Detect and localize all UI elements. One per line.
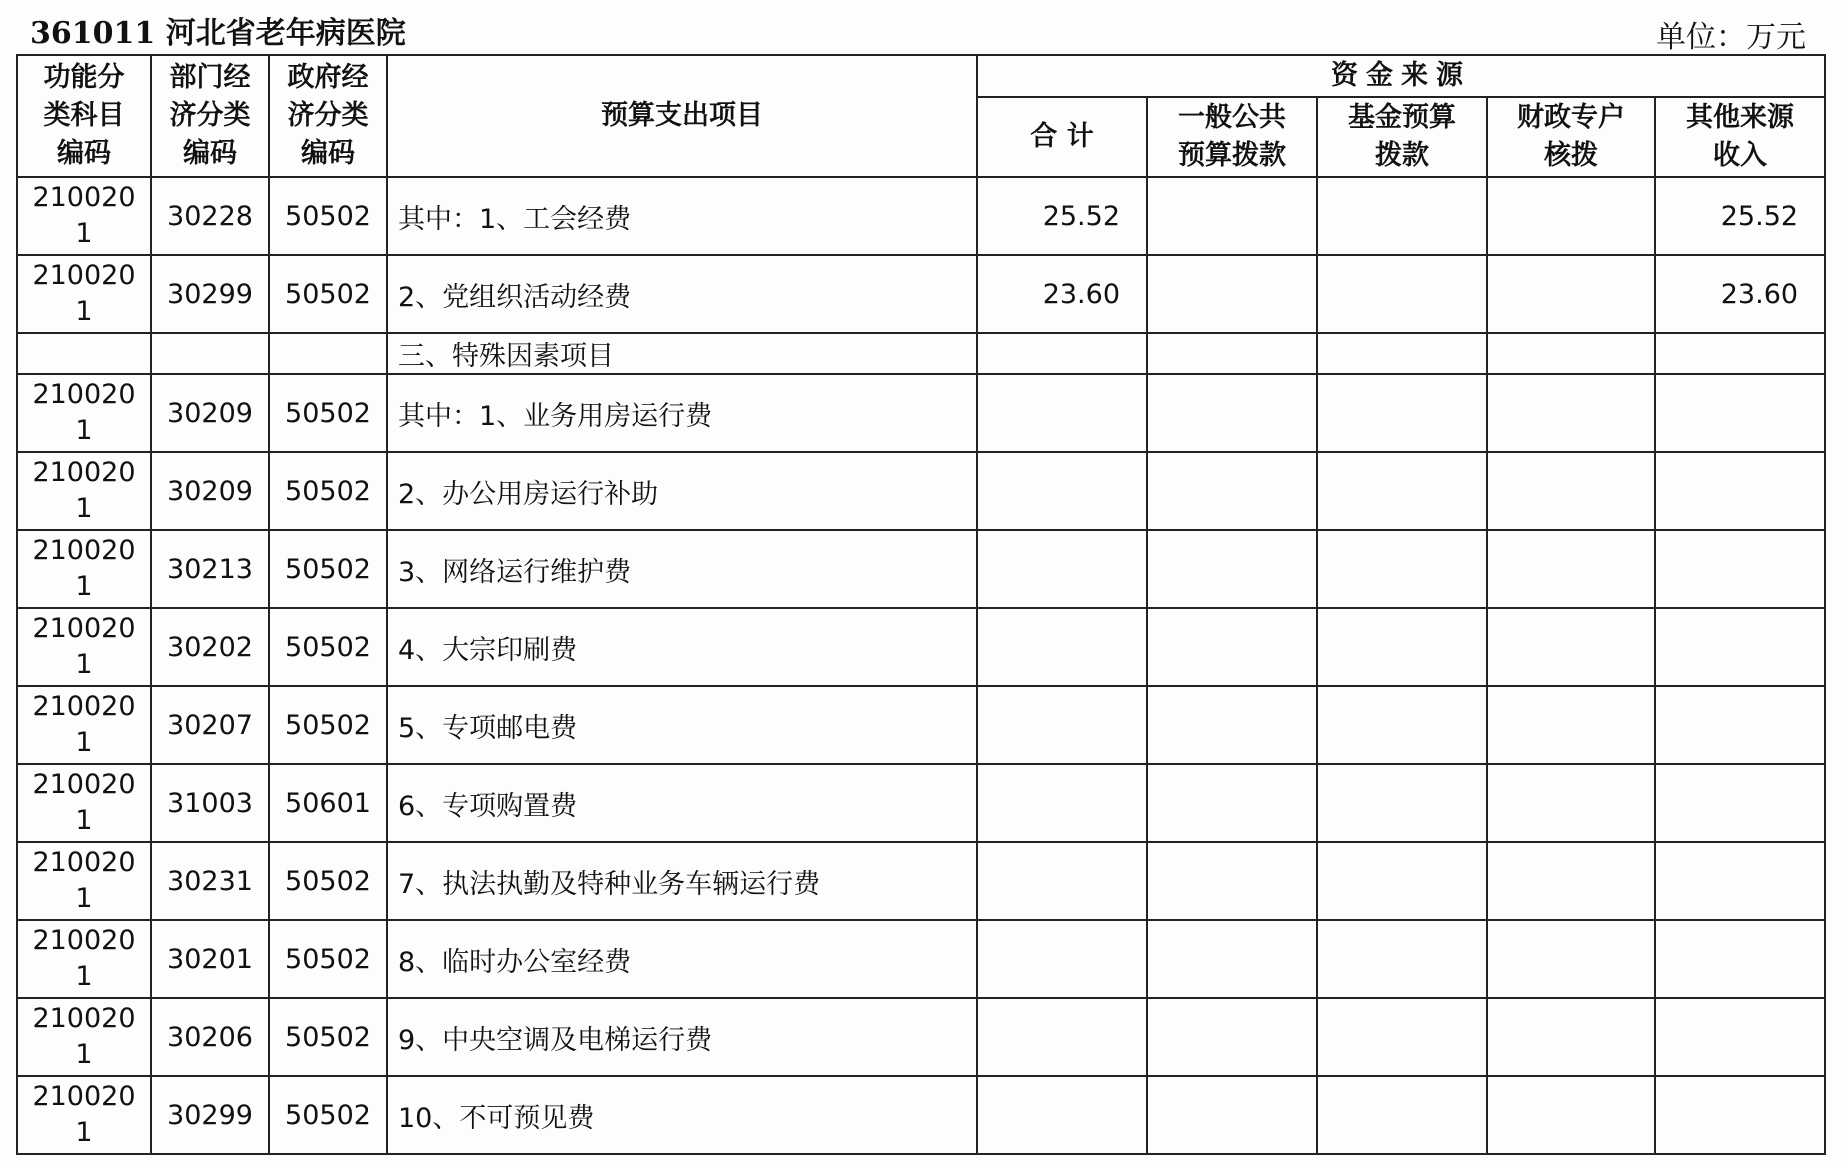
total-cell <box>977 842 1147 920</box>
func-code-cell: 210020 1 <box>17 255 151 333</box>
item-cell: 8、临时办公室经费 <box>387 920 977 998</box>
fund-cell <box>1317 920 1487 998</box>
table-row <box>17 998 1825 1076</box>
general-cell <box>1147 920 1317 998</box>
col-header-func-code: 功能分 类科目 编码 <box>17 55 151 177</box>
gov-econ-cell: 50502 <box>269 842 387 920</box>
special-cell <box>1487 608 1655 686</box>
total-cell <box>977 452 1147 530</box>
total-cell <box>977 608 1147 686</box>
table-row <box>17 177 1825 255</box>
other-cell <box>1655 842 1825 920</box>
other-cell <box>1655 1076 1825 1154</box>
fund-cell <box>1317 177 1487 255</box>
other-cell <box>1655 530 1825 608</box>
budget-table <box>16 54 1826 1155</box>
fund-cell <box>1317 608 1487 686</box>
gov-econ-cell: 50502 <box>269 1076 387 1154</box>
general-cell <box>1147 608 1317 686</box>
fund-cell <box>1317 452 1487 530</box>
col-header-fund: 基金预算 拨款 <box>1317 97 1487 177</box>
dept-econ-cell: 31003 <box>151 764 269 842</box>
dept-econ-cell: 30202 <box>151 608 269 686</box>
item-cell: 7、执法执勤及特种业务车辆运行费 <box>387 842 977 920</box>
col-header-item: 预算支出项目 <box>387 55 977 177</box>
table-row <box>17 255 1825 333</box>
special-cell <box>1487 530 1655 608</box>
table-row <box>17 1076 1825 1154</box>
table-row <box>17 920 1825 998</box>
general-cell <box>1147 333 1317 374</box>
gov-econ-cell: 50601 <box>269 764 387 842</box>
gov-econ-cell: 50502 <box>269 686 387 764</box>
fund-cell <box>1317 374 1487 452</box>
total-cell: 23.60 <box>977 255 1147 333</box>
col-header-special: 财政专户 核拨 <box>1487 97 1655 177</box>
general-cell <box>1147 177 1317 255</box>
gov-econ-cell <box>269 333 387 374</box>
other-cell <box>1655 333 1825 374</box>
table-row <box>17 608 1825 686</box>
fund-cell <box>1317 333 1487 374</box>
special-cell <box>1487 255 1655 333</box>
table-row <box>17 842 1825 920</box>
special-cell <box>1487 998 1655 1076</box>
col-header-dept-econ: 部门经 济分类 编码 <box>151 55 269 177</box>
fund-cell <box>1317 764 1487 842</box>
general-cell <box>1147 1076 1317 1154</box>
dept-econ-cell: 30213 <box>151 530 269 608</box>
table-row <box>17 374 1825 452</box>
gov-econ-cell: 50502 <box>269 452 387 530</box>
other-cell <box>1655 686 1825 764</box>
other-cell <box>1655 764 1825 842</box>
item-cell: 4、大宗印刷费 <box>387 608 977 686</box>
item-cell: 9、中央空调及电梯运行费 <box>387 998 977 1076</box>
dept-econ-cell: 30201 <box>151 920 269 998</box>
dept-econ-cell: 30206 <box>151 998 269 1076</box>
col-header-other: 其他来源 收入 <box>1655 97 1825 177</box>
item-cell: 3、网络运行维护费 <box>387 530 977 608</box>
func-code-cell: 210020 1 <box>17 1076 151 1154</box>
col-header-total: 合 计 <box>977 97 1147 177</box>
dept-econ-cell: 30299 <box>151 1076 269 1154</box>
gov-econ-cell: 50502 <box>269 608 387 686</box>
func-code-cell: 210020 1 <box>17 764 151 842</box>
col-header-funding-source: 资金来源 <box>977 55 1825 97</box>
other-cell <box>1655 920 1825 998</box>
func-code-cell: 210020 1 <box>17 452 151 530</box>
item-cell: 2、办公用房运行补助 <box>387 452 977 530</box>
item-cell: 5、专项邮电费 <box>387 686 977 764</box>
special-cell <box>1487 333 1655 374</box>
func-code-cell: 210020 1 <box>17 530 151 608</box>
gov-econ-cell: 50502 <box>269 920 387 998</box>
other-cell: 23.60 <box>1655 255 1825 333</box>
total-cell <box>977 374 1147 452</box>
func-code-cell: 210020 1 <box>17 686 151 764</box>
dept-econ-cell: 30228 <box>151 177 269 255</box>
general-cell <box>1147 255 1317 333</box>
special-cell <box>1487 842 1655 920</box>
fund-cell <box>1317 686 1487 764</box>
table-body <box>17 177 1825 1154</box>
other-cell <box>1655 608 1825 686</box>
fund-cell <box>1317 842 1487 920</box>
general-cell <box>1147 530 1317 608</box>
general-cell <box>1147 374 1317 452</box>
total-cell <box>977 998 1147 1076</box>
func-code-cell <box>17 333 151 374</box>
general-cell <box>1147 764 1317 842</box>
fund-cell <box>1317 530 1487 608</box>
table-row <box>17 530 1825 608</box>
item-cell: 10、不可预见费 <box>387 1076 977 1154</box>
total-cell: 25.52 <box>977 177 1147 255</box>
dept-econ-cell: 30207 <box>151 686 269 764</box>
func-code-cell: 210020 1 <box>17 608 151 686</box>
special-cell <box>1487 1076 1655 1154</box>
unit-label: 单位：万元 <box>1656 20 1806 55</box>
other-cell <box>1655 998 1825 1076</box>
func-code-cell: 210020 1 <box>17 374 151 452</box>
total-cell <box>977 530 1147 608</box>
special-cell <box>1487 177 1655 255</box>
dept-econ-cell: 30231 <box>151 842 269 920</box>
func-code-cell: 210020 1 <box>17 842 151 920</box>
dept-econ-cell: 30209 <box>151 374 269 452</box>
special-cell <box>1487 452 1655 530</box>
func-code-cell: 210020 1 <box>17 998 151 1076</box>
gov-econ-cell: 50502 <box>269 177 387 255</box>
total-cell <box>977 1076 1147 1154</box>
table-row <box>17 452 1825 530</box>
fund-cell <box>1317 998 1487 1076</box>
item-cell: 其中：1、工会经费 <box>387 177 977 255</box>
func-code-cell: 210020 1 <box>17 177 151 255</box>
gov-econ-cell: 50502 <box>269 255 387 333</box>
item-cell: 2、党组织活动经费 <box>387 255 977 333</box>
special-cell <box>1487 374 1655 452</box>
general-cell <box>1147 842 1317 920</box>
document-title: 361011 河北省老年病医院 <box>30 16 406 51</box>
item-cell: 三、特殊因素项目 <box>387 333 977 374</box>
general-cell <box>1147 998 1317 1076</box>
total-cell <box>977 333 1147 374</box>
gov-econ-cell: 50502 <box>269 998 387 1076</box>
total-cell <box>977 764 1147 842</box>
table-row <box>17 333 1825 374</box>
table-row <box>17 686 1825 764</box>
col-header-gov-econ: 政府经 济分类 编码 <box>269 55 387 177</box>
special-cell <box>1487 764 1655 842</box>
gov-econ-cell: 50502 <box>269 530 387 608</box>
other-cell <box>1655 374 1825 452</box>
fund-cell <box>1317 1076 1487 1154</box>
item-cell: 6、专项购置费 <box>387 764 977 842</box>
special-cell <box>1487 686 1655 764</box>
table-row <box>17 764 1825 842</box>
col-header-general: 一般公共 预算拨款 <box>1147 97 1317 177</box>
dept-econ-cell: 30299 <box>151 255 269 333</box>
fund-cell <box>1317 255 1487 333</box>
func-code-cell: 210020 1 <box>17 920 151 998</box>
dept-econ-cell <box>151 333 269 374</box>
other-cell: 25.52 <box>1655 177 1825 255</box>
general-cell <box>1147 686 1317 764</box>
dept-econ-cell: 30209 <box>151 452 269 530</box>
total-cell <box>977 920 1147 998</box>
other-cell <box>1655 452 1825 530</box>
special-cell <box>1487 920 1655 998</box>
gov-econ-cell: 50502 <box>269 374 387 452</box>
general-cell <box>1147 452 1317 530</box>
total-cell <box>977 686 1147 764</box>
item-cell: 其中：1、业务用房运行费 <box>387 374 977 452</box>
